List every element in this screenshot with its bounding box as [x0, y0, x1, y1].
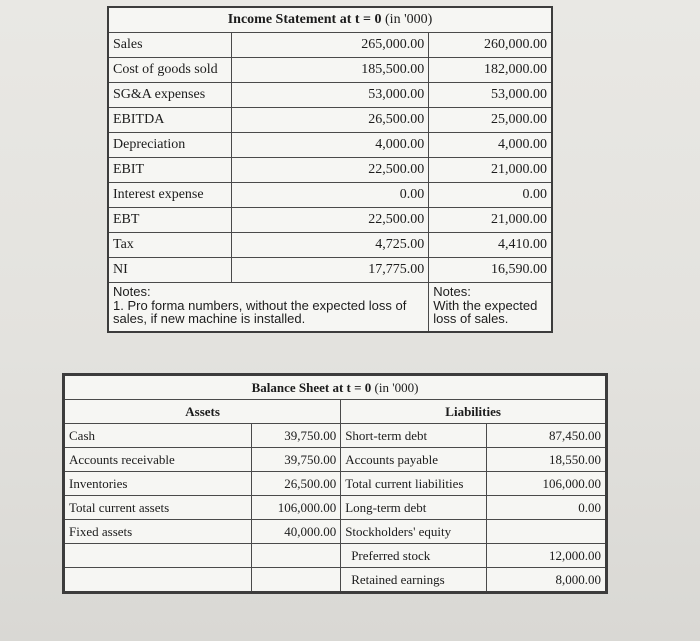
asset-label: Cash — [64, 424, 252, 448]
liability-label: Preferred stock — [341, 544, 486, 568]
liability-label: Short-term debt — [341, 424, 486, 448]
income-row-value-with-loss: 53,000.00 — [429, 83, 552, 108]
income-notes-row — [108, 283, 552, 333]
balance-row — [64, 424, 607, 448]
income-notes-left: Notes: 1. Pro forma numbers, without the expected loss of sales, if new machine is installed. — [108, 283, 429, 333]
income-row-value-without-loss: 22,500.00 — [231, 208, 429, 233]
income-row-label: Depreciation — [108, 133, 231, 158]
income-row-value-with-loss: 25,000.00 — [429, 108, 552, 133]
income-row-label: Cost of goods sold — [108, 58, 231, 83]
income-row-value-without-loss: 26,500.00 — [231, 108, 429, 133]
income-row-value-with-loss: 260,000.00 — [429, 33, 552, 58]
income-title-units: (in '000) — [385, 12, 433, 27]
balance-title-units: (in '000) — [374, 379, 419, 395]
liability-label: Total current liabilities — [341, 472, 486, 496]
income-row-label: Sales — [108, 33, 231, 58]
asset-value: 26,500.00 — [251, 472, 340, 496]
income-row-value-with-loss: 21,000.00 — [429, 158, 552, 183]
income-row-value-without-loss: 53,000.00 — [231, 83, 429, 108]
income-title — [108, 7, 552, 33]
income-row-value-without-loss: 265,000.00 — [231, 33, 429, 58]
assets-header: Assets — [64, 400, 341, 424]
asset-value — [251, 544, 340, 568]
income-row-value-with-loss: 4,000.00 — [429, 133, 552, 158]
income-row-value-with-loss: 0.00 — [429, 183, 552, 208]
income-row-value-without-loss: 22,500.00 — [231, 158, 429, 183]
balance-title-text: Balance Sheet at t = 0 — [251, 379, 372, 395]
asset-label — [64, 568, 252, 593]
income-row — [108, 208, 552, 233]
balance-sheet-table — [62, 373, 608, 594]
income-row-label: EBITDA — [108, 108, 231, 133]
asset-value: 40,000.00 — [251, 520, 340, 544]
asset-value: 106,000.00 — [251, 496, 340, 520]
balance-header-row — [64, 400, 607, 424]
income-row-value-with-loss: 4,410.00 — [429, 233, 552, 258]
liability-value: 0.00 — [486, 496, 606, 520]
income-row-value-without-loss: 4,725.00 — [231, 233, 429, 258]
income-row-value-with-loss: 21,000.00 — [429, 208, 552, 233]
income-row-label: SG&A expenses — [108, 83, 231, 108]
liability-value — [486, 520, 606, 544]
income-row-label: Interest expense — [108, 183, 231, 208]
income-row — [108, 108, 552, 133]
income-statement-table — [107, 6, 553, 333]
income-row — [108, 233, 552, 258]
liability-value: 8,000.00 — [486, 568, 606, 593]
asset-value: 39,750.00 — [251, 448, 340, 472]
asset-value: 39,750.00 — [251, 424, 340, 448]
income-row-label: Tax — [108, 233, 231, 258]
asset-label: Inventories — [64, 472, 252, 496]
income-row-value-with-loss: 16,590.00 — [429, 258, 552, 283]
liability-label: Stockholders' equity — [341, 520, 486, 544]
liability-value: 18,550.00 — [486, 448, 606, 472]
liability-value: 87,450.00 — [486, 424, 606, 448]
balance-row — [64, 472, 607, 496]
income-row — [108, 58, 552, 83]
liability-label: Long-term debt — [341, 496, 486, 520]
income-row-label: EBT — [108, 208, 231, 233]
income-row-value-without-loss: 0.00 — [231, 183, 429, 208]
asset-label — [64, 544, 252, 568]
balance-title-row — [64, 375, 607, 400]
income-row — [108, 183, 552, 208]
asset-label: Total current assets — [64, 496, 252, 520]
liability-label: Retained earnings — [341, 568, 486, 593]
income-row-label: NI — [108, 258, 231, 283]
income-row — [108, 83, 552, 108]
income-notes-right: Notes: With the expected loss of sales. — [429, 283, 552, 333]
income-row-value-without-loss: 4,000.00 — [231, 133, 429, 158]
balance-title — [64, 375, 607, 400]
income-row-value-without-loss: 17,775.00 — [231, 258, 429, 283]
income-row-value-with-loss: 182,000.00 — [429, 58, 552, 83]
income-row-label: EBIT — [108, 158, 231, 183]
liabilities-header: Liabilities — [341, 400, 607, 424]
income-row — [108, 33, 552, 58]
liability-value: 12,000.00 — [486, 544, 606, 568]
balance-row — [64, 448, 607, 472]
liability-label: Accounts payable — [341, 448, 486, 472]
income-row — [108, 258, 552, 283]
income-row — [108, 133, 552, 158]
income-row — [108, 158, 552, 183]
balance-row — [64, 568, 607, 593]
asset-value — [251, 568, 340, 593]
income-title-row — [108, 7, 552, 33]
income-row-value-without-loss: 185,500.00 — [231, 58, 429, 83]
asset-label: Accounts receivable — [64, 448, 252, 472]
asset-label: Fixed assets — [64, 520, 252, 544]
balance-row — [64, 496, 607, 520]
balance-row — [64, 544, 607, 568]
liability-value: 106,000.00 — [486, 472, 606, 496]
income-title-text: Income Statement at t = 0 — [227, 12, 382, 27]
balance-row — [64, 520, 607, 544]
